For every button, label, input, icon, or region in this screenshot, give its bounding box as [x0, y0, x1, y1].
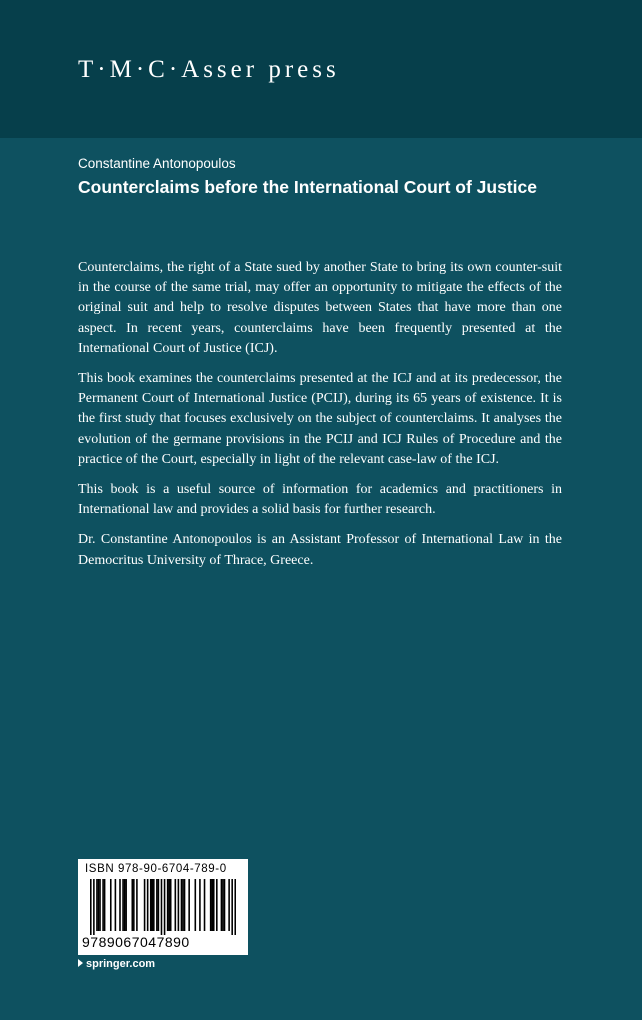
barcode-bar	[199, 879, 201, 931]
barcode-bar	[96, 879, 98, 931]
description-paragraph: This book examines the counterclaims presented at the ICJ and at its predecessor, the Permanent Court of International Justice (PCIJ), during its 65 years of existence. It is the first study that focuses exclusively on the subject of counterclaims. It analyses the evolution of the germane provisions in the PCIJ and ICJ Rules of Procedure and the practice of the Court, especially in light of the relevant case-law of the ICJ.	[78, 371, 562, 467]
barcode-bar	[181, 879, 183, 931]
barcode-bar	[167, 879, 169, 931]
author-bio: Dr. Constantine Antonopoulos is an Assistant Professor of International Law in the Democritus University of Thrace, Greece.	[78, 532, 562, 568]
barcode-bar	[110, 879, 112, 931]
publisher-logo: T·M·C·Asser press	[78, 56, 340, 83]
barcode-bar	[182, 879, 184, 931]
barcode-bars	[90, 879, 236, 935]
barcode-bar	[150, 879, 152, 931]
barcode-digits: 9789067047890	[82, 934, 190, 950]
barcode-bar	[234, 879, 236, 935]
barcode-bar	[210, 879, 212, 931]
barcode-bar	[231, 879, 233, 935]
barcode-bar	[168, 879, 170, 931]
isbn-label: ISBN 978-90-6704-789-0	[85, 863, 227, 875]
barcode-bar	[195, 879, 197, 931]
barcode-bar	[213, 879, 215, 931]
barcode-bar	[102, 879, 104, 931]
barcode-bar	[124, 879, 126, 931]
barcode-bar	[228, 879, 230, 931]
barcode-bar	[216, 879, 218, 931]
website-link[interactable]	[78, 958, 155, 970]
barcode-bar	[211, 879, 213, 931]
barcode-bar	[178, 879, 180, 931]
description-paragraph: This book is a useful source of information for academics and practitioners in International law and provides a solid basis for further research.	[78, 482, 562, 518]
barcode-bar	[151, 879, 153, 931]
book-title: Counterclaims before the International Court of Justice	[78, 177, 537, 197]
book-description	[78, 258, 562, 581]
barcode-bar	[222, 879, 224, 931]
barcode-bar	[147, 879, 149, 931]
author-name: Constantine Antonopoulos	[78, 156, 236, 171]
barcode-bar	[90, 879, 92, 935]
barcode-bar	[188, 879, 190, 931]
barcode-bar	[156, 879, 158, 931]
barcode-bar	[93, 879, 95, 935]
barcode-bar	[99, 879, 101, 931]
website-label: springer.com	[86, 958, 156, 970]
description-paragraph: Counterclaims, the right of a State sued by another State to bring its own counter-suit in the course of the same trial, may offer an opportunity to mitigate the effects of the original suit and help to resolve disputes between States that have more than one aspect. In recent years, counterclaims have been frequently presented at the International Court of Justice (ICJ).	[78, 260, 562, 356]
barcode-bar	[221, 879, 223, 931]
barcode-bar	[133, 879, 135, 931]
barcode-bar	[164, 879, 166, 935]
barcode-bar	[224, 879, 226, 931]
barcode-bar	[175, 879, 177, 931]
triangle-arrow-icon	[78, 959, 83, 967]
barcode-bar	[98, 879, 100, 931]
barcode-bar	[136, 879, 138, 931]
isbn-barcode	[78, 859, 248, 955]
barcode-bar	[161, 879, 163, 935]
barcode-bar	[153, 879, 155, 931]
barcode-bar	[204, 879, 206, 931]
barcode-bar	[158, 879, 160, 931]
barcode-bar	[119, 879, 121, 931]
barcode-bar	[170, 879, 172, 931]
barcode-bar	[131, 879, 133, 931]
barcode-bar	[184, 879, 186, 931]
barcode-bar	[125, 879, 127, 931]
barcode-bar	[104, 879, 106, 931]
barcode-bar	[144, 879, 146, 931]
barcode-bar	[122, 879, 124, 931]
barcode-bar	[115, 879, 117, 931]
